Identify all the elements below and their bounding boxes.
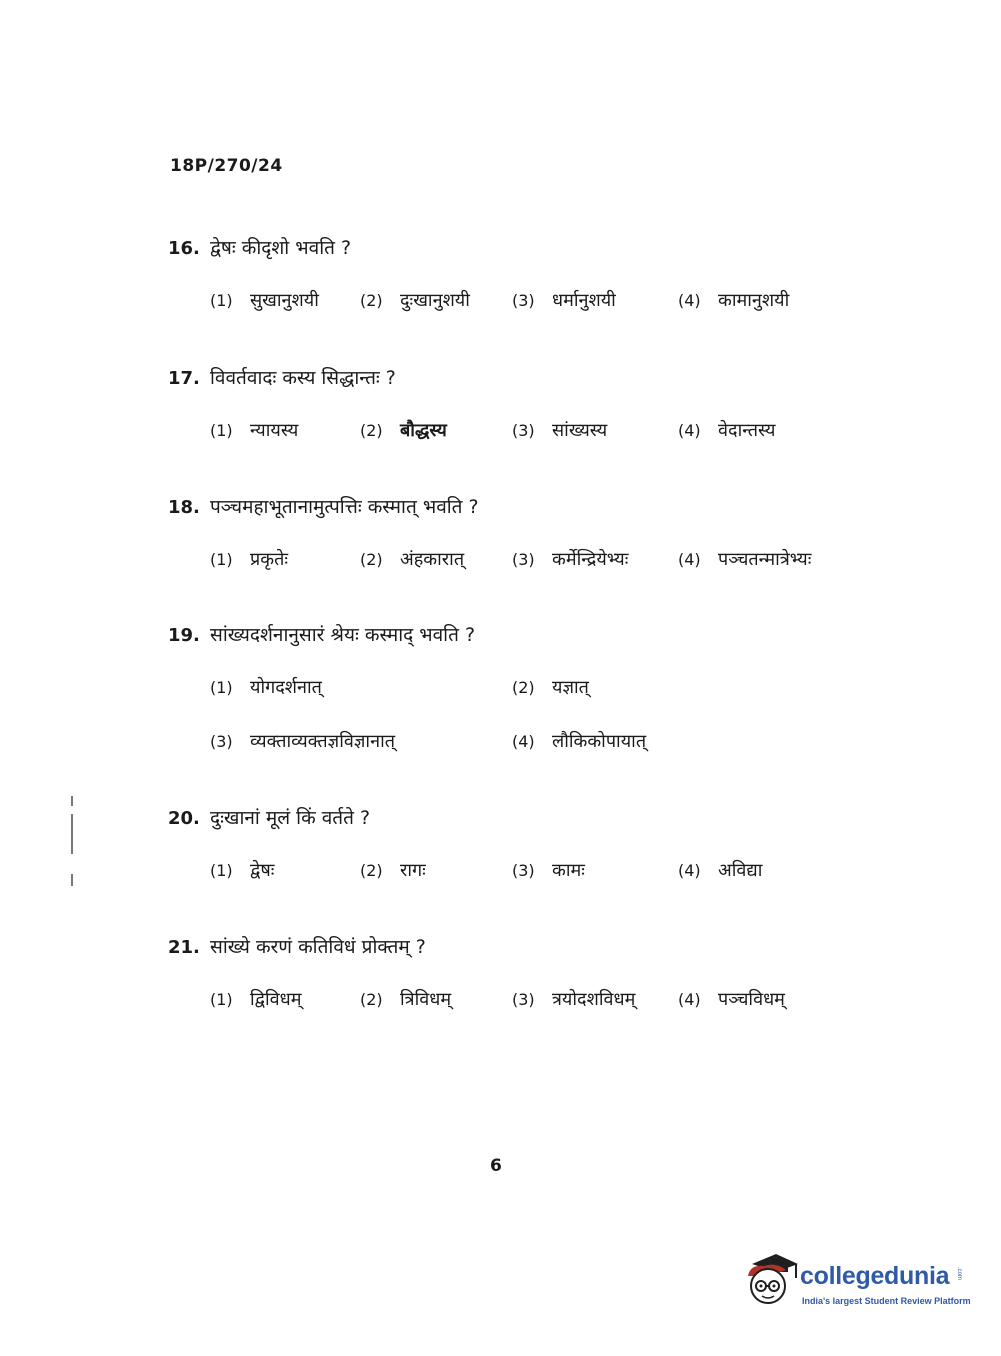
option-text: पञ्चतन्मात्रेभ्यः bbox=[718, 549, 812, 570]
option-text: कामानुशयी bbox=[718, 290, 790, 311]
page-number: 6 bbox=[490, 1156, 502, 1176]
option-number: (4) bbox=[678, 421, 701, 440]
option-text: द्वेषः bbox=[250, 860, 275, 881]
option-2 bbox=[360, 858, 426, 882]
question-number: 21. bbox=[168, 937, 200, 958]
option-text: सुखानुशयी bbox=[250, 290, 319, 311]
options-row bbox=[210, 987, 868, 1017]
option-number: (2) bbox=[360, 550, 383, 569]
mascot-icon bbox=[742, 1250, 798, 1310]
options-grid bbox=[210, 675, 868, 759]
option-text: दुःखानुशयी bbox=[400, 290, 470, 311]
question-19 bbox=[168, 621, 868, 759]
option-text: योगदर्शनात् bbox=[250, 677, 322, 698]
option-number: (3) bbox=[512, 861, 535, 880]
option-4 bbox=[678, 547, 811, 571]
option-number: (3) bbox=[512, 990, 535, 1009]
option-4 bbox=[678, 858, 762, 882]
option-4 bbox=[512, 729, 646, 753]
options-row bbox=[210, 418, 868, 448]
option-number: (1) bbox=[210, 291, 233, 310]
option-text: द्विविधम् bbox=[250, 989, 302, 1010]
question-21 bbox=[168, 933, 868, 1017]
option-3 bbox=[512, 858, 585, 882]
option-number: (2) bbox=[360, 291, 383, 310]
option-3 bbox=[210, 729, 395, 753]
option-number: (3) bbox=[210, 732, 233, 751]
option-number: (3) bbox=[512, 291, 535, 310]
option-number: (1) bbox=[210, 990, 233, 1009]
option-4 bbox=[678, 288, 789, 312]
option-text: वेदान्तस्य bbox=[718, 420, 776, 441]
question-number: 16. bbox=[168, 238, 200, 259]
option-2 bbox=[360, 418, 447, 442]
option-text: सांख्यस्य bbox=[552, 420, 608, 441]
option-number: (2) bbox=[360, 861, 383, 880]
option-text: प्रकृतेः bbox=[250, 549, 288, 570]
option-number: (4) bbox=[678, 990, 701, 1009]
question-text: पञ्चमहाभूतानामुत्पत्तिः कस्मात् भवति ? bbox=[210, 496, 479, 518]
option-number: (4) bbox=[678, 861, 701, 880]
option-4 bbox=[678, 987, 785, 1011]
logo-domain: .com bbox=[956, 1267, 962, 1281]
option-text: न्यायस्य bbox=[250, 420, 299, 441]
question-text: सांख्यदर्शनानुसारं श्रेयः कस्माद् भवति ? bbox=[210, 624, 476, 646]
options-row bbox=[210, 288, 868, 318]
collegedunia-logo bbox=[742, 1250, 972, 1310]
option-number: (1) bbox=[210, 421, 233, 440]
option-text: कामः bbox=[552, 860, 585, 881]
option-text: कर्मेन्द्रियेभ्यः bbox=[552, 549, 629, 570]
option-number: (4) bbox=[678, 550, 701, 569]
question-text: दुःखानां मूलं किं वर्तते ? bbox=[210, 807, 371, 829]
question-text: विवर्तवादः कस्य सिद्धान्तः ? bbox=[210, 367, 396, 389]
option-1 bbox=[210, 547, 288, 571]
option-4 bbox=[678, 418, 775, 442]
option-number: (4) bbox=[678, 291, 701, 310]
option-text: त्रिविधम् bbox=[400, 989, 452, 1010]
option-2 bbox=[360, 547, 464, 571]
option-text: लौकिकोपायात् bbox=[552, 731, 647, 752]
option-number: (1) bbox=[210, 678, 233, 697]
option-1 bbox=[210, 675, 322, 699]
option-3 bbox=[512, 547, 628, 571]
option-3 bbox=[512, 288, 616, 312]
question-number: 18. bbox=[168, 497, 200, 518]
option-2 bbox=[360, 288, 470, 312]
option-1 bbox=[210, 858, 274, 882]
question-text: सांख्ये करणं कतिविधं प्रोक्तम् ? bbox=[210, 936, 426, 958]
scan-margin-marks bbox=[71, 796, 74, 888]
option-number: (2) bbox=[360, 990, 383, 1009]
question-18 bbox=[168, 493, 868, 577]
question-20 bbox=[168, 804, 868, 888]
document-code: 18P/270/24 bbox=[170, 156, 283, 176]
question-16 bbox=[168, 234, 868, 318]
option-3 bbox=[512, 418, 607, 442]
option-number: (3) bbox=[512, 550, 535, 569]
question-text: द्वेषः कीदृशो भवति ? bbox=[210, 237, 352, 259]
option-1 bbox=[210, 987, 302, 1011]
option-number: (1) bbox=[210, 861, 233, 880]
logo-brand-name: collegedunia bbox=[800, 1262, 950, 1290]
question-number: 19. bbox=[168, 625, 200, 646]
options-row bbox=[210, 858, 868, 888]
option-text: अंहकारात् bbox=[400, 549, 465, 570]
option-number: (1) bbox=[210, 550, 233, 569]
option-number: (3) bbox=[512, 421, 535, 440]
option-text: त्रयोदशविधम् bbox=[552, 989, 636, 1010]
option-text: यज्ञात् bbox=[552, 677, 589, 698]
question-number: 17. bbox=[168, 368, 200, 389]
option-number: (4) bbox=[512, 732, 535, 751]
question-17 bbox=[168, 364, 868, 448]
option-1 bbox=[210, 418, 298, 442]
option-number: (2) bbox=[512, 678, 535, 697]
option-text: व्यक्ताव्यक्तज्ञविज्ञानात् bbox=[250, 731, 395, 752]
option-text: पञ्चविधम् bbox=[718, 989, 785, 1010]
option-3 bbox=[512, 987, 635, 1011]
option-text: रागः bbox=[400, 860, 426, 881]
option-text: धर्मानुशयी bbox=[552, 290, 616, 311]
option-1 bbox=[210, 288, 319, 312]
options-row bbox=[210, 547, 868, 577]
option-text: अविद्या bbox=[718, 860, 763, 881]
option-2 bbox=[512, 675, 589, 699]
logo-tagline: India's largest Student Review Platform bbox=[802, 1296, 971, 1306]
option-2 bbox=[360, 987, 451, 1011]
option-number: (2) bbox=[360, 421, 383, 440]
option-text: बौद्धस्य bbox=[400, 420, 447, 441]
question-number: 20. bbox=[168, 808, 200, 829]
